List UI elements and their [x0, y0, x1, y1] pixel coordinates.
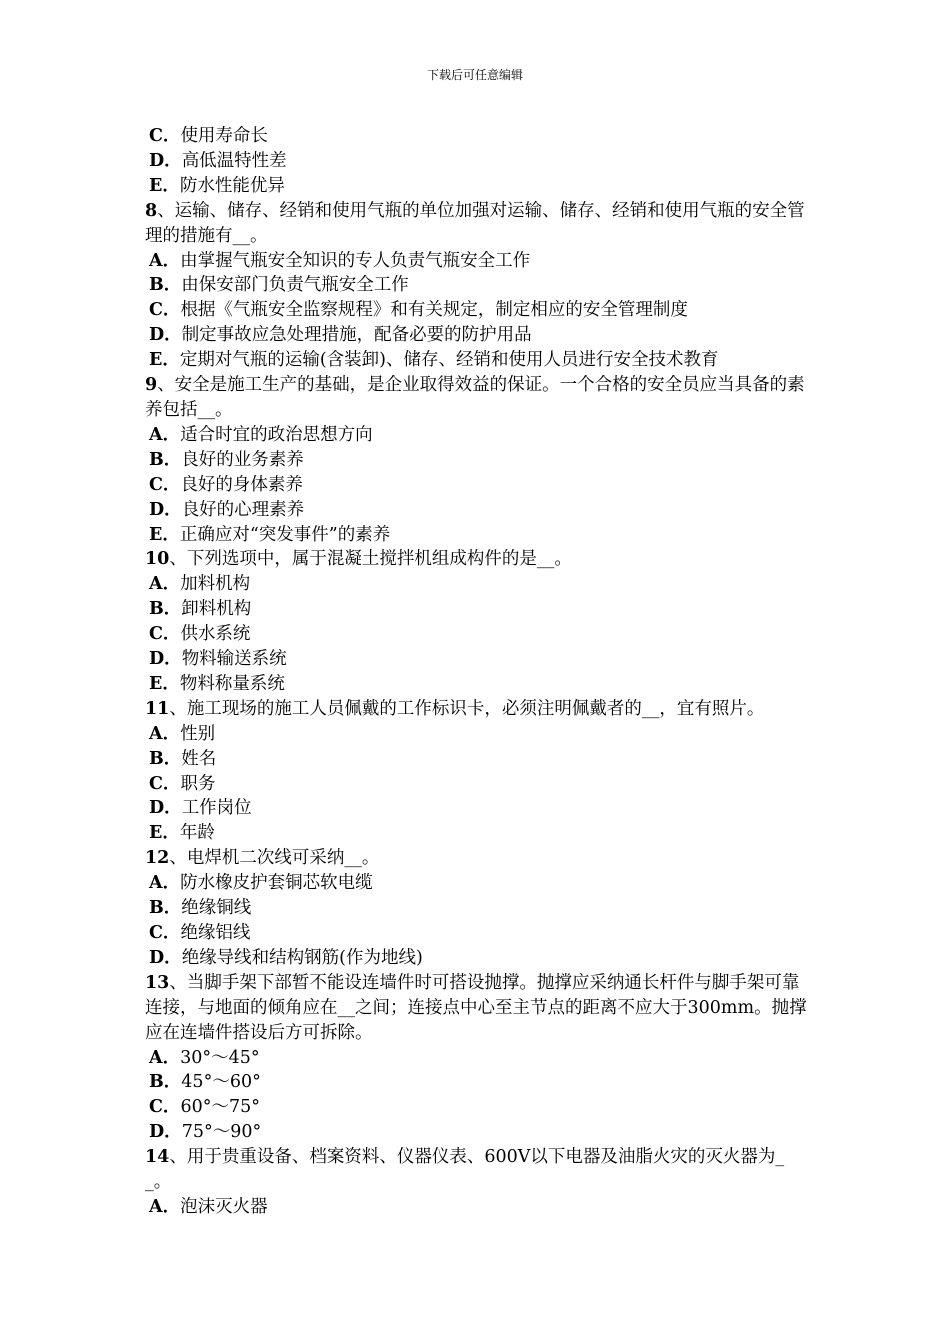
option-label: A．	[149, 250, 181, 271]
answer-option	[145, 448, 810, 473]
answer-option	[145, 1070, 810, 1095]
question-number: 11	[145, 698, 170, 719]
answer-option	[145, 249, 810, 274]
answer-option	[145, 896, 810, 921]
option-text: 物料输送系统	[181, 649, 287, 670]
option-text: 职务	[180, 773, 216, 794]
answer-option	[145, 523, 810, 548]
answer-option	[145, 498, 810, 523]
question-text: 、当脚手架下部暂不能设连墙件时可搭设抛撑。抛撑应采纳通长杆件与脚手架可靠连接，与地面的倾角应在__之间；连接点中心至主节点的距离不应大于300mm。抛撑应在连墙件搭设后方可拆除。	[145, 972, 807, 1043]
option-label: D．	[149, 798, 182, 819]
option-text: 绝缘铜线	[181, 898, 252, 919]
answer-option	[145, 871, 810, 896]
answer-option	[145, 273, 810, 298]
option-label: E．	[149, 823, 180, 844]
question-number: 13	[145, 972, 170, 993]
option-label: C．	[149, 300, 181, 321]
question-number: 14	[145, 1147, 170, 1168]
option-text: 防水橡皮护套铜芯软电缆	[180, 873, 373, 894]
answer-option	[145, 672, 810, 697]
question-stem	[145, 846, 810, 871]
option-text: 适合时宜的政治思想方向	[180, 424, 373, 445]
option-text: 60°～75°	[180, 1097, 260, 1118]
option-text: 由保安部门负责气瓶安全工作	[181, 275, 409, 296]
option-label: D．	[149, 1122, 182, 1143]
question-number: 8	[145, 200, 158, 221]
answer-option	[145, 946, 810, 971]
question-stem	[145, 547, 810, 572]
option-text: 75°～90°	[181, 1122, 262, 1143]
option-label: A．	[149, 873, 181, 894]
option-text: 根据《气瓶安全监察规程》和有关规定，制定相应的安全管理制度	[180, 300, 688, 321]
answer-option	[145, 572, 810, 597]
answer-option	[145, 647, 810, 672]
option-label: D．	[149, 947, 182, 968]
option-text: 良好的心理素养	[181, 499, 305, 520]
answer-option	[145, 921, 810, 946]
question-text: 、下列选项中，属于混凝土搅拌机组成构件的是__。	[169, 549, 572, 570]
option-label: D．	[149, 325, 182, 346]
option-label: B．	[149, 599, 182, 620]
option-label: E．	[149, 524, 180, 545]
option-label: D．	[149, 150, 182, 171]
option-label: B．	[149, 898, 182, 919]
option-text: 使用寿命长	[180, 126, 268, 146]
answer-option	[145, 722, 810, 747]
option-label: D．	[149, 649, 182, 670]
option-text: 正确应对“突发事件”的素养	[179, 524, 391, 545]
option-label: A．	[149, 723, 181, 744]
option-label: A．	[149, 1047, 181, 1068]
option-label: A．	[149, 424, 181, 445]
answer-option	[145, 1120, 810, 1145]
option-label: B．	[149, 748, 182, 769]
answer-option	[145, 796, 810, 821]
question-text: 、安全是施工生产的基础，是企业取得效益的保证。一个合格的安全员应当具备的素养包括__。	[145, 375, 805, 420]
option-label: B．	[149, 1072, 182, 1093]
answer-option	[145, 1046, 810, 1071]
option-text: 良好的身体素养	[180, 474, 303, 495]
option-text: 卸料机构	[181, 599, 252, 620]
question-text: 、运输、储存、经销和使用气瓶的单位加强对运输、储存、经销和使用气瓶的安全管理的措施有__。	[145, 200, 805, 246]
option-text: 绝缘铝线	[180, 923, 251, 943]
option-label: C．	[149, 474, 181, 495]
answer-option	[145, 174, 810, 199]
answer-option	[145, 1195, 810, 1220]
answer-option	[145, 622, 810, 647]
option-label: A．	[149, 1196, 181, 1217]
question-stem	[145, 971, 810, 1046]
question-number: 10	[145, 549, 170, 570]
option-text: 45°～60°	[181, 1072, 261, 1093]
question-number: 9	[145, 375, 158, 396]
question-stem	[145, 199, 810, 249]
option-label: C．	[149, 773, 181, 794]
option-text: 姓名	[181, 748, 217, 769]
answer-option	[145, 124, 810, 149]
answer-option	[145, 323, 810, 348]
option-text: 30°～45°	[180, 1047, 260, 1068]
option-text: 年龄	[179, 823, 215, 844]
answer-option	[145, 597, 810, 622]
answer-option	[145, 348, 810, 373]
option-label: D．	[149, 499, 182, 520]
option-label: C．	[149, 126, 181, 146]
answer-option	[145, 821, 810, 846]
option-label: E．	[149, 350, 180, 371]
option-text: 加料机构	[180, 574, 251, 595]
answer-option	[145, 772, 810, 797]
option-label: E．	[149, 175, 180, 196]
option-text: 定期对气瓶的运输(含装卸)、储存、经销和使用人员进行安全技术教育	[179, 350, 719, 371]
question-text: 、电焊机二次线可采纳__。	[169, 848, 380, 869]
answer-option	[145, 473, 810, 498]
option-text: 工作岗位	[181, 798, 252, 819]
option-label: C．	[149, 1097, 181, 1118]
question-stem	[145, 1145, 810, 1195]
option-label: C．	[149, 923, 181, 943]
question-stem	[145, 697, 810, 722]
option-text: 良好的业务素养	[181, 449, 304, 470]
answer-option	[145, 423, 810, 448]
option-label: A．	[149, 574, 181, 595]
option-label: C．	[149, 624, 181, 645]
option-label: E．	[149, 673, 180, 694]
option-text: 泡沫灭火器	[180, 1196, 268, 1217]
page-header-note: 下载后可任意编辑	[426, 68, 523, 82]
answer-option	[145, 1095, 810, 1120]
option-text: 由掌握气瓶安全知识的专人负责气瓶安全工作	[180, 250, 531, 271]
answer-option	[145, 747, 810, 772]
answer-option	[145, 298, 810, 323]
option-label: B．	[149, 449, 182, 470]
option-text: 绝缘导线和结构钢筋(作为地线)	[181, 947, 423, 968]
question-stem	[145, 373, 810, 423]
option-text: 物料称量系统	[179, 673, 285, 694]
option-label: B．	[149, 275, 182, 296]
option-text: 防水性能优异	[179, 175, 285, 196]
answer-option	[145, 149, 810, 174]
question-number: 12	[145, 848, 170, 869]
option-text: 制定事故应急处理措施，配备必要的防护用品	[181, 325, 532, 346]
document-body	[145, 124, 810, 1220]
question-text: 、用于贵重设备、档案资料、仪器仪表、600V以下电器及油脂火灾的灭火器为__。	[145, 1147, 785, 1193]
option-text: 高低温特性差	[181, 150, 287, 171]
option-text: 供水系统	[180, 624, 251, 645]
option-text: 性别	[180, 723, 216, 744]
question-text: 、施工现场的施工人员佩戴的工作标识卡，必须注明佩戴者的__，宜有照片。	[169, 698, 765, 719]
